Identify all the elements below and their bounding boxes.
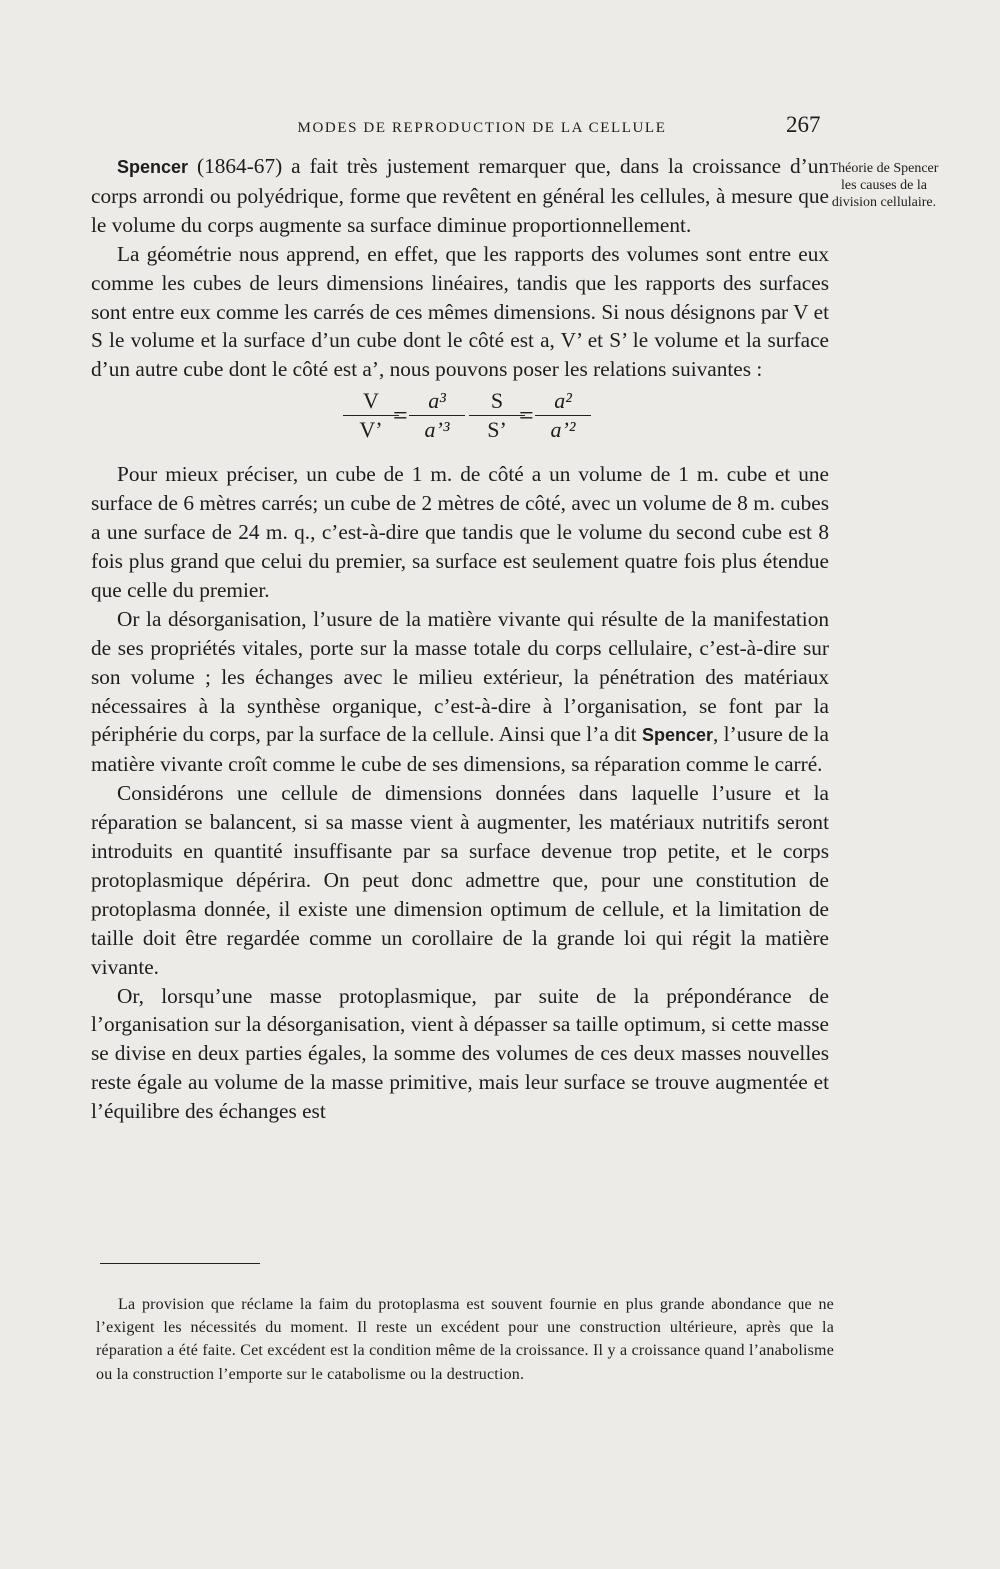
footnote [96, 1293, 834, 1386]
footnote-divider [100, 1263, 260, 1264]
fraction-numerator: S [490, 388, 504, 414]
fraction-surface [467, 388, 527, 443]
equals-sign: = [393, 401, 408, 431]
fraction-numerator: a³ [428, 388, 446, 414]
page-number: 267 [786, 112, 821, 137]
fraction-bar [409, 415, 465, 416]
paragraph-1-text: (1864-67) a fait très justement remarquer que, dans la croissance d’un corps arrondi ou polyédrique, forme que revêtent en général les cellules, à mesure que le volume du corps augmente sa surface diminue proportionnellement. [91, 154, 829, 237]
paragraph-6: Or, lorsqu’une masse protoplasmique, par suite de la prépondérance de l’organisation sur la désorganisation, vient à dépasser sa taille optimum, si cette masse se divise en deux parties égales, la somme des volumes de ces deux masses nouvelles reste égale au volume de la masse primitive, mais leur surface se trouve augmentée et l’équilibre des échanges est [91, 983, 829, 1124]
paragraph-5: Considérons une cellule de dimensions données dans laquelle l’usure et la réparation se balancent, si sa masse vient à augmenter, les matériaux nutritifs seront introduits en quantité insuffisante par sa surface devenue trop petite, et le corps protoplasmique dépérira. On peut donc admettre que, pour une constitution de protoplasma donnée, il existe une dimension optimum de cellule, et la limitation de taille doit être regardée comme un corollaire de la grande loi qui régit la matière vivante. [91, 781, 829, 979]
fraction-volume [341, 388, 401, 443]
fraction-square [533, 388, 593, 443]
formula [91, 384, 829, 460]
fraction-cube [407, 388, 467, 443]
margin-note: Théorie de Spencer les causes de la division cellulaire. [829, 161, 939, 210]
fraction-bar [343, 415, 399, 416]
fraction-bar [535, 415, 591, 416]
paragraph-4-text-b: , l’usure de la matière vivante croît comme le cube de ses dimensions, sa réparation comme le carré. [91, 722, 829, 777]
running-title: MODES DE REPRODUCTION DE LA CELLULE [297, 120, 667, 136]
footnote-text: La provision que réclame la faim du protoplasma est souvent fournie en plus grande abondance que ne l’exigent les nécessités du moment. Il reste un excédent pour une construction ultérieure, après que la réparation a été faite. Cet excédent est la condition même de la croissance. Il y a croissance quand l’anabolisme ou la construction l’emporte sur le catabolisme ou la destruction. [96, 1296, 834, 1383]
paragraph-3: Pour mieux préciser, un cube de 1 m. de côté a un volume de 1 m. cube et une surface de 6 mètres carrés; un cube de 2 mètres de côté, avec un volume de 8 m. cubes a une surface de 24 m. q., c’est-à-dire que tandis que le volume du second cube est 8 fois plus grand que celui du premier, sa surface est seulement quatre fois plus étendue que celle du premier. [91, 462, 829, 602]
fraction-denominator: S’ [487, 417, 507, 443]
author-name: Spencer [641, 725, 713, 746]
paragraph-4-text-a: Or la désorganisation, l’usure de la matière vivante qui résulte de la manifestation de ses propriétés vitales, porte sur la masse totale du corps cellulaire, c’est-à-dire sur son volume ; les échanges avec le milieu extérieur, la pénétration des matériaux nécessaires à la synthèse organique, c’est-à-dire à l’organisation, se font par la périphérie du corps, par la surface de la cellule. Ainsi que l’a dit [91, 606, 829, 747]
body-text [91, 152, 829, 1126]
fraction-denominator: a’³ [424, 417, 450, 443]
paragraph-2: La géométrie nous apprend, en effet, que les rapports des volumes sont entre eux comme les cubes de leurs dimensions linéaires, tandis que les rapports des surfaces sont entre eux comme les carrés de ces mêmes dimensions. Si nous désignons par V et S le volume et la surface d’un cube dont le côté est a, V’ et S’ le volume et la surface d’un autre cube dont le côté est a’, nous pouvons poser les relations suivantes : [91, 241, 829, 382]
fraction-numerator: V [363, 388, 379, 414]
equals-sign: = [519, 401, 534, 431]
author-name: Spencer [117, 157, 189, 177]
paragraph-1 [91, 152, 829, 240]
fraction-denominator: V’ [359, 417, 383, 443]
fraction-numerator: a² [554, 388, 572, 414]
fraction-denominator: a’² [550, 417, 576, 443]
paragraph-4 [91, 605, 829, 779]
fraction-bar [469, 415, 525, 416]
